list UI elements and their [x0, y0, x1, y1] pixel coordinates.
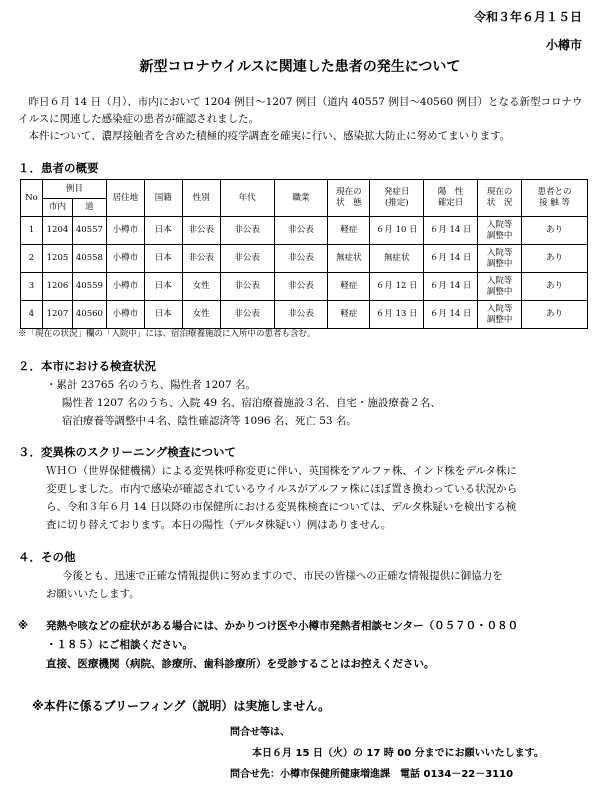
- cell-pref-no: 40557: [72, 217, 106, 245]
- col-header-contact: 患者との 接 触 等: [522, 180, 588, 217]
- cell-no: 1: [21, 217, 43, 245]
- notice-line: 発熱や咳などの症状がある場合には、かかりつけ医や小樽市発熱者相談センター（０５７０・０８０: [46, 620, 519, 632]
- cell-residence: 小樽市: [106, 273, 144, 301]
- cell-situation: 入院等 調整中: [478, 301, 522, 329]
- patient-table: [20, 179, 588, 329]
- cell-job: 非公表: [274, 217, 328, 245]
- cell-status: 軽症: [328, 301, 370, 329]
- cell-residence: 小樽市: [106, 217, 144, 245]
- cell-sex: 非公表: [182, 245, 220, 273]
- cell-status: 軽症: [328, 273, 370, 301]
- cell-nationality: 日本: [144, 245, 182, 273]
- cell-city-no: 1205: [42, 245, 72, 273]
- cell-age: 非公表: [220, 245, 274, 273]
- col-header-situation: 現在の 状 況: [478, 180, 522, 217]
- cell-positive: ６月 14 日: [424, 301, 478, 329]
- cell-job: 非公表: [274, 273, 328, 301]
- section3-line: ら、令和３年６月 14 日以降の市保健所における変異株検査については、デルタ株疑いを検出する検: [46, 501, 517, 513]
- cell-pref-no: 40560: [72, 301, 106, 329]
- cell-pref-no: 40558: [72, 245, 106, 273]
- contact-intro: 問合せ等は、: [230, 727, 290, 738]
- col-header-positive: 陽 性 確定日: [424, 180, 478, 217]
- intro-paragraph: 本件について、濃厚接触者を含めた積極的疫学調査を確実に行い、感染拡大防止に努めてまいります。: [28, 130, 511, 142]
- cell-city-no: 1204: [42, 217, 72, 245]
- cell-residence: 小樽市: [106, 301, 144, 329]
- cell-onset: ６月 12 日: [370, 273, 424, 301]
- notice-line: ・１８５）にご相談ください。: [46, 639, 193, 651]
- cell-pref-no: 40559: [72, 273, 106, 301]
- cell-job: 非公表: [274, 245, 328, 273]
- col-header-residence: 居住地: [106, 180, 144, 217]
- cell-contact: あり: [522, 273, 588, 301]
- col-header-case-pref: 道: [72, 199, 106, 217]
- col-header-status: 現在の 状 態: [328, 180, 370, 217]
- cell-sex: 女性: [182, 301, 220, 329]
- cell-nationality: 日本: [144, 217, 182, 245]
- issuer-city: 小樽市: [545, 38, 582, 52]
- section4-heading: ４．その他: [18, 550, 76, 564]
- cell-age: 非公表: [220, 301, 274, 329]
- cell-contact: あり: [522, 301, 588, 329]
- cell-onset: 無症状: [370, 245, 424, 273]
- cell-status: 無症状: [328, 245, 370, 273]
- section4-line: お願いいたします。: [46, 588, 140, 600]
- section3-line: 査に切り替えております。本日の陽性（デルタ株疑い）例はありません。: [46, 519, 392, 531]
- cell-situation: 入院等 調整中: [478, 273, 522, 301]
- table-row: [21, 301, 588, 329]
- notice-line: 直接、医療機関（病院、診療所、歯科診療所）を受診することはお控えください。: [46, 658, 435, 670]
- section3-heading: ３．変異株のスクリーニング検査について: [18, 445, 237, 459]
- section3-line: 変更しました。市内で感染が確認されているウイルスがアルファ株にほぼ置き換わっている状況から: [46, 483, 518, 495]
- section2-line: 宿泊療養等調整中４名、陰性確認済等 1096 名、死亡 53 名。: [62, 415, 357, 427]
- document-date: 令和３年６月１５日: [473, 10, 582, 24]
- section2-heading: ２．本市における検査状況: [18, 359, 156, 373]
- cell-residence: 小樽市: [106, 245, 144, 273]
- cell-positive: ６月 14 日: [424, 217, 478, 245]
- col-header-job: 職業: [274, 180, 328, 217]
- cell-job: 非公表: [274, 301, 328, 329]
- col-header-onset: 発症日 (推定): [370, 180, 424, 217]
- col-header-case-city: 市内: [42, 199, 72, 217]
- cell-onset: ６月 10 日: [370, 217, 424, 245]
- contact-info: 問合せ先：小樽市保健所健康増進課 電話 0134－22－3110: [230, 769, 514, 780]
- cell-positive: ６月 14 日: [424, 245, 478, 273]
- col-header-nationality: 国籍: [144, 180, 182, 217]
- cell-city-no: 1207: [42, 301, 72, 329]
- contact-deadline: 本日６月 15 日（火）の 17 時 00 分までにお願いいたします。: [252, 748, 544, 759]
- cell-no: 3: [21, 273, 43, 301]
- cell-no: 2: [21, 245, 43, 273]
- notice-mark: ※: [18, 620, 29, 632]
- cell-nationality: 日本: [144, 273, 182, 301]
- section4-line: 今後とも、迅速で正確な情報提供に努めますので、市民の皆様への正確な情報提供に御協力を: [62, 570, 503, 582]
- section2-line: 陽性者 1207 名のうち、入院 49 名、宿泊療養施設３名、自宅・施設療養２名、: [62, 397, 441, 409]
- cell-sex: 非公表: [182, 217, 220, 245]
- intro-text: [18, 94, 588, 145]
- cell-age: 非公表: [220, 273, 274, 301]
- cell-situation: 入院等 調整中: [478, 245, 522, 273]
- cell-contact: あり: [522, 217, 588, 245]
- cell-situation: 入院等 調整中: [478, 217, 522, 245]
- cell-sex: 女性: [182, 273, 220, 301]
- section1-heading: １．患者の概要: [18, 161, 99, 175]
- cell-status: 軽症: [328, 217, 370, 245]
- col-header-sex: 性別: [182, 180, 220, 217]
- cell-age: 非公表: [220, 217, 274, 245]
- col-header-case: 例目: [42, 180, 106, 199]
- section2-line: ・累計 23765 名のうち、陽性者 1207 名。: [46, 379, 256, 391]
- cell-onset: ６月 13 日: [370, 301, 424, 329]
- intro-paragraph: 昨日６月 14 日（月）、市内において 1204 例目～1207 例目（道内 40557 例目～40560 例目）となる新型コロナウイルスに関連した感染症の患者が確認されました。: [18, 96, 583, 125]
- cell-positive: ６月 14 日: [424, 273, 478, 301]
- col-header-no: No: [21, 180, 43, 217]
- table-note: ※「現在の状況」欄の「入院中」には、宿泊療養施設に入所中の患者も含む。: [18, 329, 316, 339]
- section3-line: ＷＨＯ（世界保健機構）による変異株呼称変更に伴い、英国株をアルファ株、インド株をデルタ株に: [46, 465, 517, 477]
- cell-city-no: 1206: [42, 273, 72, 301]
- document-title: 新型コロナウイルスに関連した患者の発生について: [139, 59, 461, 75]
- col-header-age: 年代: [220, 180, 274, 217]
- cell-contact: あり: [522, 245, 588, 273]
- table-row: [21, 217, 588, 245]
- table-row: [21, 245, 588, 273]
- cell-nationality: 日本: [144, 301, 182, 329]
- table-row: [21, 273, 588, 301]
- cell-no: 4: [21, 301, 43, 329]
- briefing-notice: ※本件に係るブリーフィング（説明）は実施しません。: [32, 699, 331, 713]
